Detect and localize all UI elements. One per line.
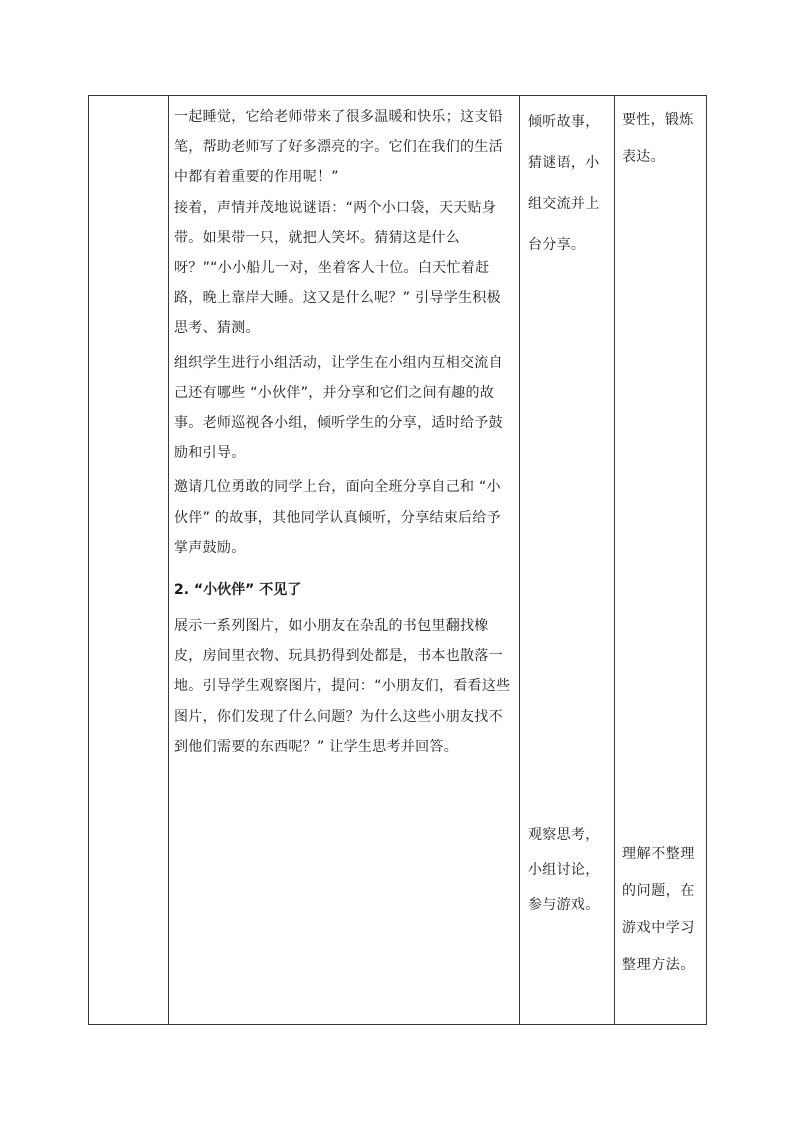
student-activity-cell <box>520 96 614 1024</box>
student-activity-1: 倾听故事，猜谜语，小组交流并上台分享。 <box>528 114 600 253</box>
section-heading: 2. “小伙伴” 不见了 <box>174 582 302 599</box>
design-intent-cell <box>615 96 707 1024</box>
paragraph-3: 组织学生进行小组活动，让学生在小组内互相交流自己还有哪些 “小伙伴”，并分享和它们之间有趣的故事。老师巡视各小组，倾听学生的分享，适时给予鼓励和引导。 <box>174 354 503 462</box>
lesson-plan-table <box>88 95 707 1025</box>
paragraph-4: 邀请几位勇敢的同学上台，面向全班分享自己和 “小伙伴” 的故事，其他同学认真倾听，分享结束后给予掌声鼓励。 <box>174 479 501 556</box>
design-intent-2: 理解不整理的问题，在游戏中学习整理方法。 <box>622 846 695 973</box>
teacher-activity-cell <box>169 96 519 1024</box>
paragraph-2: 接着，声情并茂地说谜语：“两个小口袋，天天贴身带。如果带一只，就把人笑坏。猜猜这是什么呀？”“小小船儿一对，坐着客人十位。白天忙着赶路，晚上靠岸大睡。这又是什么呢？” 引导学生积极思考、猜测。 <box>174 199 501 337</box>
student-activity-2: 观察思考，小组讨论，参与游戏。 <box>528 827 600 913</box>
paragraph-5: 展示一系列图片，如小朋友在杂乱的书包里翻找橡皮，房间里衣物、玩具扔得到处都是，书本也散落一地。引导学生观察图片，提问：“小朋友们，看看这些图片，你们发现了什么问题？为什么这些小朋友找不到他们需要的东西呢？” 让学生思考并回答。 <box>174 618 511 755</box>
design-intent-1: 要性，锻炼表达。 <box>622 112 694 165</box>
paragraph-1: 一起睡觉，它给老师带来了很多温暖和快乐；这支铅笔，帮助老师写了好多漂亮的字。它们在我们的生活中都有着重要的作用呢！” <box>174 109 503 186</box>
